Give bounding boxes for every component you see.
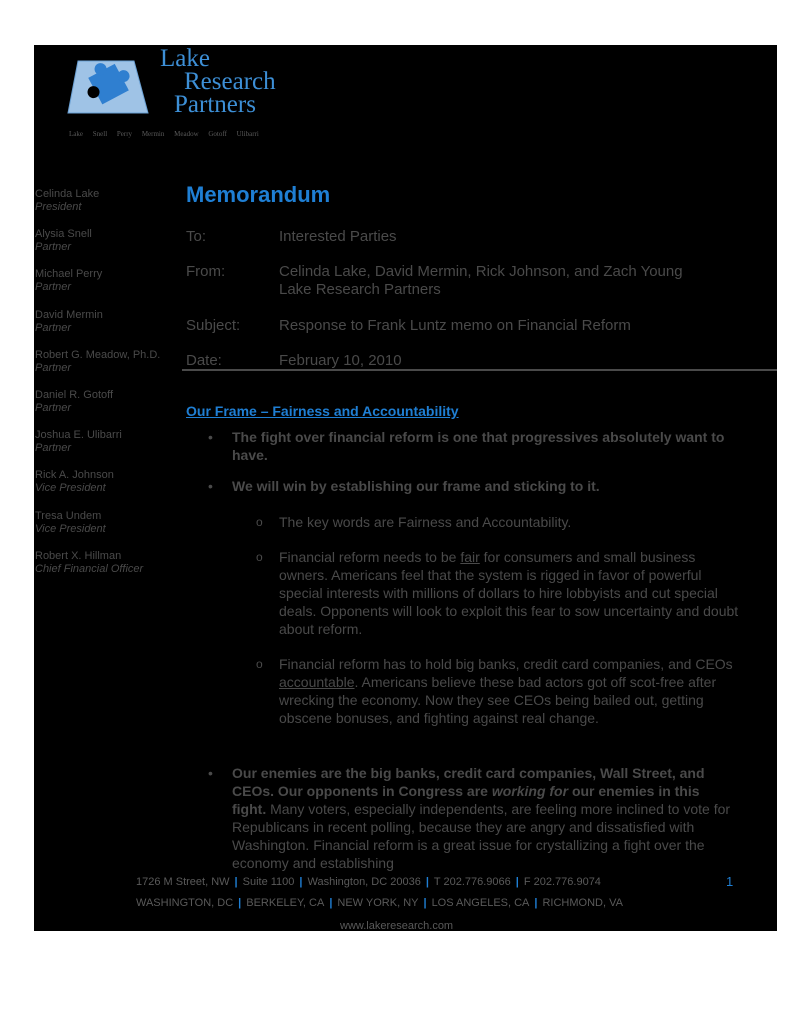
staff-title: Vice President <box>35 522 106 535</box>
staff-name: Celinda Lake <box>35 188 100 200</box>
staff-name: Alysia Snell <box>35 228 92 241</box>
partner-name: Gotoff <box>208 130 227 138</box>
to-value: Interested Parties <box>279 228 397 245</box>
staff-title: Vice President <box>35 482 106 495</box>
staff-entry <box>35 389 185 429</box>
partner-name: Lake <box>69 130 83 138</box>
subject-value: Response to Frank Luntz memo on Financial Reform <box>279 317 631 334</box>
bullet-text: The fight over financial reform is one that progressives absolutely want to have. <box>232 429 725 463</box>
website-link[interactable]: www.lakeresearch.com <box>340 920 454 932</box>
staff-entry <box>35 510 185 550</box>
staff-entry <box>35 268 185 308</box>
subject-label: Subject: <box>186 317 241 334</box>
partner-name: Mermin <box>141 130 165 138</box>
staff-entry <box>35 309 185 349</box>
bullet-text: We will win by establishing our frame and sticking to it. <box>232 478 600 494</box>
memo-page <box>34 45 777 931</box>
bullet-dot-icon: • <box>208 429 213 445</box>
staff-title: Partner <box>35 321 72 334</box>
circle-bullet-icon: o <box>256 515 263 529</box>
section-heading: Our Frame – Fairness and Accountability <box>186 403 459 419</box>
header-divider <box>182 369 777 371</box>
logo-line-3: Partners <box>174 91 256 118</box>
staff-title: Partner <box>35 442 72 455</box>
memo-title: Memorandum <box>186 182 331 207</box>
staff-name: Robert G. Meadow, Ph.D. <box>35 348 161 361</box>
staff-entry <box>35 349 185 389</box>
accountable-emphasis: accountable <box>279 674 355 690</box>
staff-name: Tresa Undem <box>35 509 102 522</box>
footer-address: 1726 M Street, NW | Suite 1100 | Washington, DC 20036 | T 202.776.9066 | F 202.776.9074 <box>136 876 601 888</box>
staff-sidebar <box>35 188 185 590</box>
partner-name: Ulibarri <box>236 130 259 138</box>
page-number: 1 <box>726 874 734 889</box>
bullet-text: Our enemies are the big banks, credit card companies, Wall Street, and CEOs. Our opponents in Congress are working for our enemies in this fight. Many voters, especially independents, are feeling more inclined to vote for Republicans in recent polling, because they are angry and dissatisfied with Washington. Financial reform is a great issue for crystallizing a fight over the economy and establishing <box>232 765 731 871</box>
from-value-line-2: Lake Research Partners <box>279 281 441 298</box>
sub-bullet-text: The key words are Fairness and Accountability. <box>279 514 572 530</box>
staff-title: Partner <box>35 281 72 294</box>
partner-names-strip <box>69 130 267 138</box>
to-label: To: <box>186 228 207 245</box>
staff-entry <box>35 188 185 228</box>
staff-title: Partner <box>35 241 72 254</box>
fair-emphasis: fair <box>460 549 480 565</box>
staff-name: Daniel R. Gotoff <box>35 388 114 401</box>
company-logo <box>64 47 304 127</box>
partner-name: Meadow <box>174 130 199 138</box>
from-value-line-1: Celinda Lake, David Mermin, Rick Johnson, and Zach Young <box>279 263 683 280</box>
staff-entry <box>35 228 185 268</box>
staff-name: Rick A. Johnson <box>35 469 114 482</box>
date-value: February 10, 2010 <box>279 352 402 369</box>
staff-name: Michael Perry <box>35 268 103 281</box>
staff-name: Joshua E. Ulibarri <box>35 429 122 442</box>
staff-entry <box>35 550 185 590</box>
bullet-dot-icon: • <box>208 478 213 494</box>
staff-entry <box>35 469 185 509</box>
bullet-dot-icon: • <box>208 765 213 781</box>
staff-name: Robert X. Hillman <box>35 549 122 562</box>
staff-entry <box>35 429 185 469</box>
staff-title: Partner <box>35 361 72 374</box>
sub-bullet-text: Financial reform has to hold big banks, credit card companies, and CEOs accountable. Americans believe these bad actors got off scot-free after wrecking the economy. Now they see CEOs being bailed out, getting obscene bonuses, and fighting against real change. <box>279 656 733 726</box>
partner-name: Perry <box>116 130 133 138</box>
partner-name: Snell <box>92 130 108 138</box>
staff-title: President <box>35 201 82 213</box>
logo-line-1: Lake <box>160 45 210 72</box>
circle-bullet-icon: o <box>256 657 263 671</box>
staff-title: Partner <box>35 401 72 414</box>
sub-bullet-text: Financial reform needs to be fair for consumers and small business owners. Americans feel that the system is rigged in favor of powerful special interests with millions of dollars to hire lobbyists and cut special deals. Opponents will look to exploit this fear to sow uncertainty and doubt about reform. <box>279 549 739 637</box>
staff-name: David Mermin <box>35 308 103 321</box>
staff-title: Chief Financial Officer <box>35 562 144 575</box>
from-label: From: <box>186 263 226 280</box>
footer-offices: WASHINGTON, DC | BERKELEY, CA | NEW YORK, NY | LOS ANGELES, CA | RICHMOND, VA <box>136 897 623 909</box>
date-label: Date: <box>186 352 222 369</box>
logo-line-2: Research <box>184 68 276 95</box>
circle-bullet-icon: o <box>256 550 263 564</box>
puzzle-piece-icon <box>64 51 150 117</box>
